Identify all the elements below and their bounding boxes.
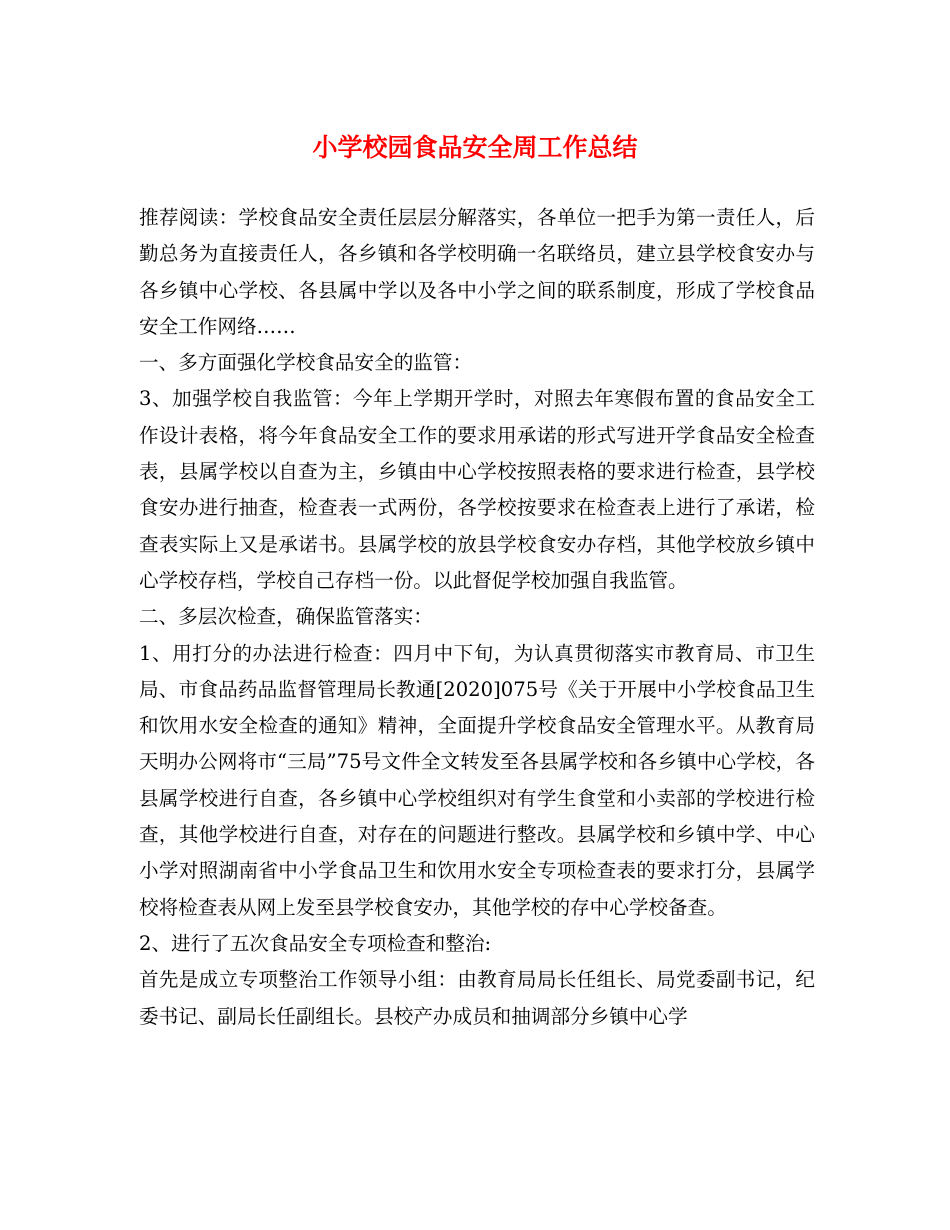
paragraph-intro: 推荐阅读：学校食品安全责任层层分解落实，各单位一把手为第一责任人，后勤总务为直接责任人，各乡镇和各学校明确一名联络员，建立县学校食安办与各乡镇中心学校、各县属中学以及各中小学之间的联系制度，形成了学校食品安全工作网络…… [139, 206, 815, 338]
document-title: 小学校园食品安全周工作总结 [312, 133, 638, 162]
section-heading-2: 二、多层次检查，确保监管落实： [139, 605, 433, 629]
paragraph-scoring-inspection: 1、用打分的办法进行检查：四月中下旬，为认真贯彻落实市教育局、市卫生局、市食品药品监督管理局长教通[2020]075号《关于开展中小学校食品卫生和饮用水安全检查的通知》精神，全面提升学校食品安全管理水平。从教育局天明办公网将市“三局”75号文件全文转发至各县属学校和各乡镇中心学校，各县属学校进行自查，各乡镇中心学校组织对有学生食堂和小卖部的学校进行检查，其他学校进行自查，对存在的问题进行整改。县属学校和乡镇中学、中心小学对照湖南省中小学食品卫生和饮用水安全专项检查表的要求打分，县属学校将检查表从网上发至县学校食安办，其他学校的存中心学校备查。 [139, 641, 815, 919]
paragraph-self-supervision: 3、加强学校自我监管：今年上学期开学时，对照去年寒假布置的食品安全工作设计表格，将今年食品安全工作的要求用承诺的形式写进开学食品安全检查表，县属学校以自查为主，乡镇由中心学校按照表格的要求进行检查，县学校食安办进行抽查，检查表一式两份，各学校按要求在检查表上进行了承诺，检查表实际上又是承诺书。县属学校的放县学校食安办存档，其他学校放乡镇中心学校存档，学校自己存档一份。以此督促学校加强自我监管。 [139, 387, 815, 592]
paragraph-special-inspections: 2、进行了五次食品安全专项检查和整治: [139, 931, 492, 955]
paragraph-leading-group: 首先是成立专项整治工作领导小组：由教育局局长任组长、局党委副书记，纪委书记、副局长任副组长。县校产办成员和抽调部分乡镇中心学 [139, 968, 815, 1028]
section-heading-1: 一、多方面强化学校食品安全的监管： [139, 351, 473, 375]
document-body [139, 200, 815, 1035]
